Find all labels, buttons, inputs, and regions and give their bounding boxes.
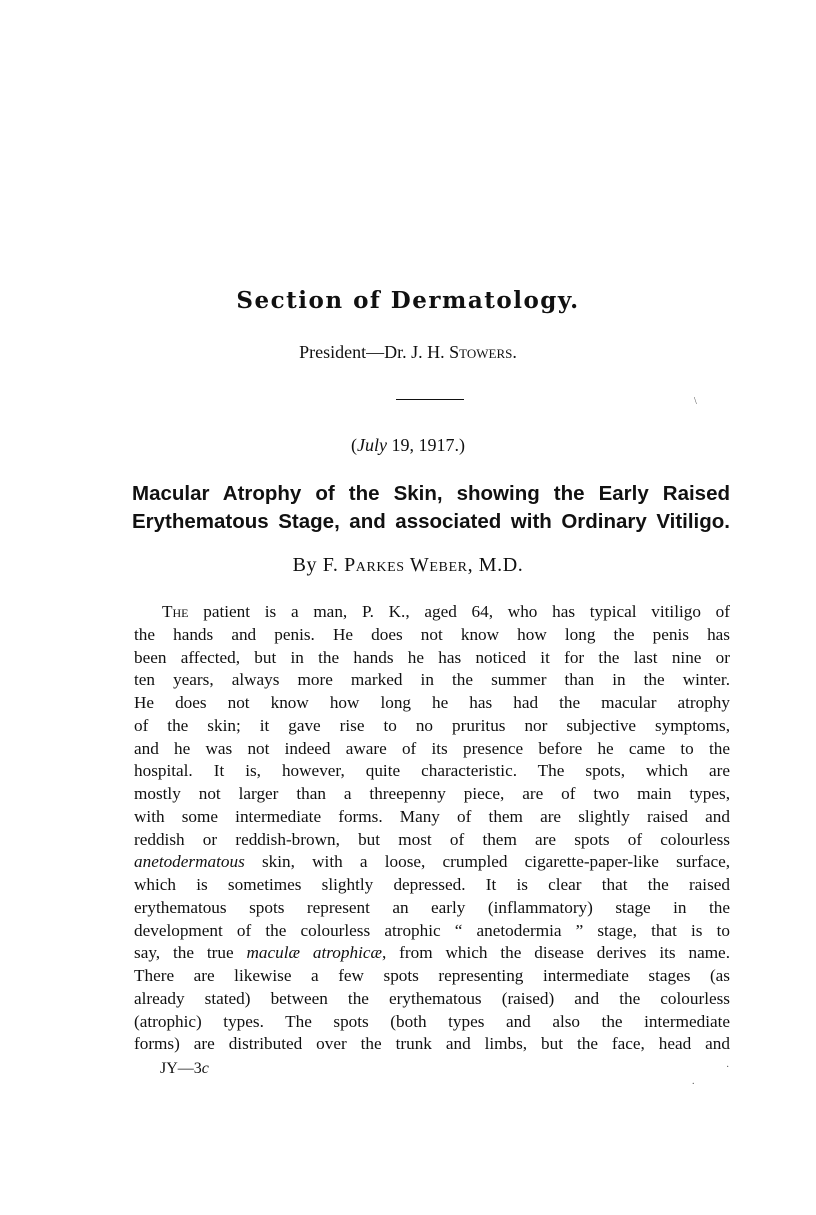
body-paragraph — [134, 601, 730, 1056]
president-name: Stowers — [449, 342, 513, 362]
body-line — [134, 601, 730, 624]
body-text-segment: anetodermatous — [134, 852, 245, 872]
body-line — [134, 1011, 730, 1034]
print-speck: · — [726, 1062, 730, 1073]
body-text-segment: the hands and penis. He does not know how long the penis has — [134, 624, 730, 644]
body-text-segment: forms) are distributed over the trunk and limbs, but the face, head and — [134, 1034, 730, 1054]
heading-line-2: Erythematous Stage, and associated with Ordinary Vitiligo. — [132, 510, 730, 533]
president-prefix: President—Dr. J. H. — [299, 342, 450, 362]
president-line — [0, 342, 816, 363]
body-text-segment: which is sometimes slightly depressed. It is clear that the raised — [134, 875, 730, 894]
body-line — [134, 942, 730, 965]
body-line — [134, 806, 730, 829]
body-text-segment: skin, with a loose, crumpled cigarette-paper-like surface, — [244, 852, 730, 872]
body-text-segment: reddish or reddish-brown, but most of them are spots of colourless — [134, 829, 730, 849]
body-text-segment: ten years, always more marked in the summer than in the winter. — [134, 670, 730, 690]
print-speck: \ — [694, 396, 697, 407]
body-text-segment: hospital. It is, however, quite characteristic. The spots, which are — [134, 761, 730, 781]
meeting-date — [0, 435, 816, 456]
body-line — [134, 874, 730, 897]
date-month: July — [357, 435, 387, 455]
body-line — [134, 669, 730, 692]
printer-signature — [160, 1060, 209, 1078]
article-heading — [132, 480, 730, 536]
body-text-segment: maculæ atrophicæ — [246, 943, 382, 963]
body-line — [134, 715, 730, 738]
body-text-segment: mostly not larger than a threepenny piece, are of two main types, — [134, 784, 730, 803]
divider-rule — [396, 399, 464, 400]
body-line — [134, 920, 730, 943]
body-text-segment: with some intermediate forms. Many of them are slightly raised and — [134, 806, 730, 826]
body-line — [134, 783, 730, 806]
body-text-segment: , from which the disease derives its name. — [381, 943, 730, 963]
body-line — [134, 760, 730, 783]
body-text-segment: patient is a man, P. K., aged 64, who has typical vitiligo of — [188, 602, 730, 621]
section-title: Section of Dermatology. — [236, 287, 580, 314]
body-line — [134, 1033, 730, 1056]
body-line — [134, 829, 730, 852]
date-open-paren: ( — [351, 435, 357, 455]
body-line — [134, 647, 730, 670]
body-line — [134, 738, 730, 761]
date-rest: 19, 1917.) — [386, 435, 465, 455]
body-line — [134, 988, 730, 1011]
body-line — [134, 851, 730, 874]
body-text-segment: and he was not indeed aware of its presence before he came to the — [134, 738, 730, 758]
body-text-segment: development of the colourless atrophic “ anetodermia ” stage, that is to — [134, 920, 730, 940]
signature-suffix: c — [201, 1060, 209, 1077]
print-speck: . — [692, 1076, 695, 1087]
president-suffix: . — [512, 342, 517, 362]
byline-author: Parkes Weber — [344, 554, 468, 576]
body-line — [134, 965, 730, 988]
signature-prefix: JY—3 — [160, 1060, 202, 1077]
body-line — [134, 692, 730, 715]
body-text-segment: He does not know how long he has had the macular atrophy — [134, 693, 730, 712]
body-text-segment: The — [162, 602, 189, 621]
body-text-segment: erythematous spots represent an early (inflammatory) stage in the — [134, 897, 730, 917]
author-byline — [0, 554, 816, 577]
body-line — [134, 897, 730, 920]
body-text-segment: There are likewise a few spots representing intermediate stages (as — [134, 966, 730, 985]
body-text-segment: of the skin; it gave rise to no pruritus nor subjective symptoms, — [134, 715, 730, 735]
body-text-segment: say, the true — [134, 943, 247, 963]
body-line — [134, 624, 730, 647]
body-text-segment: (atrophic) types. The spots (both types and also the intermediate — [134, 1011, 730, 1031]
body-text-segment: already stated) between the erythematous (raised) and the colourless — [134, 988, 730, 1008]
body-text-segment: been affected, but in the hands he has noticed it for the last nine or — [134, 647, 730, 667]
heading-line-1: Macular Atrophy of the Skin, showing the Early Raised — [132, 482, 730, 505]
byline-prefix: By F. — [292, 554, 345, 576]
byline-suffix: , M.D. — [467, 554, 524, 576]
